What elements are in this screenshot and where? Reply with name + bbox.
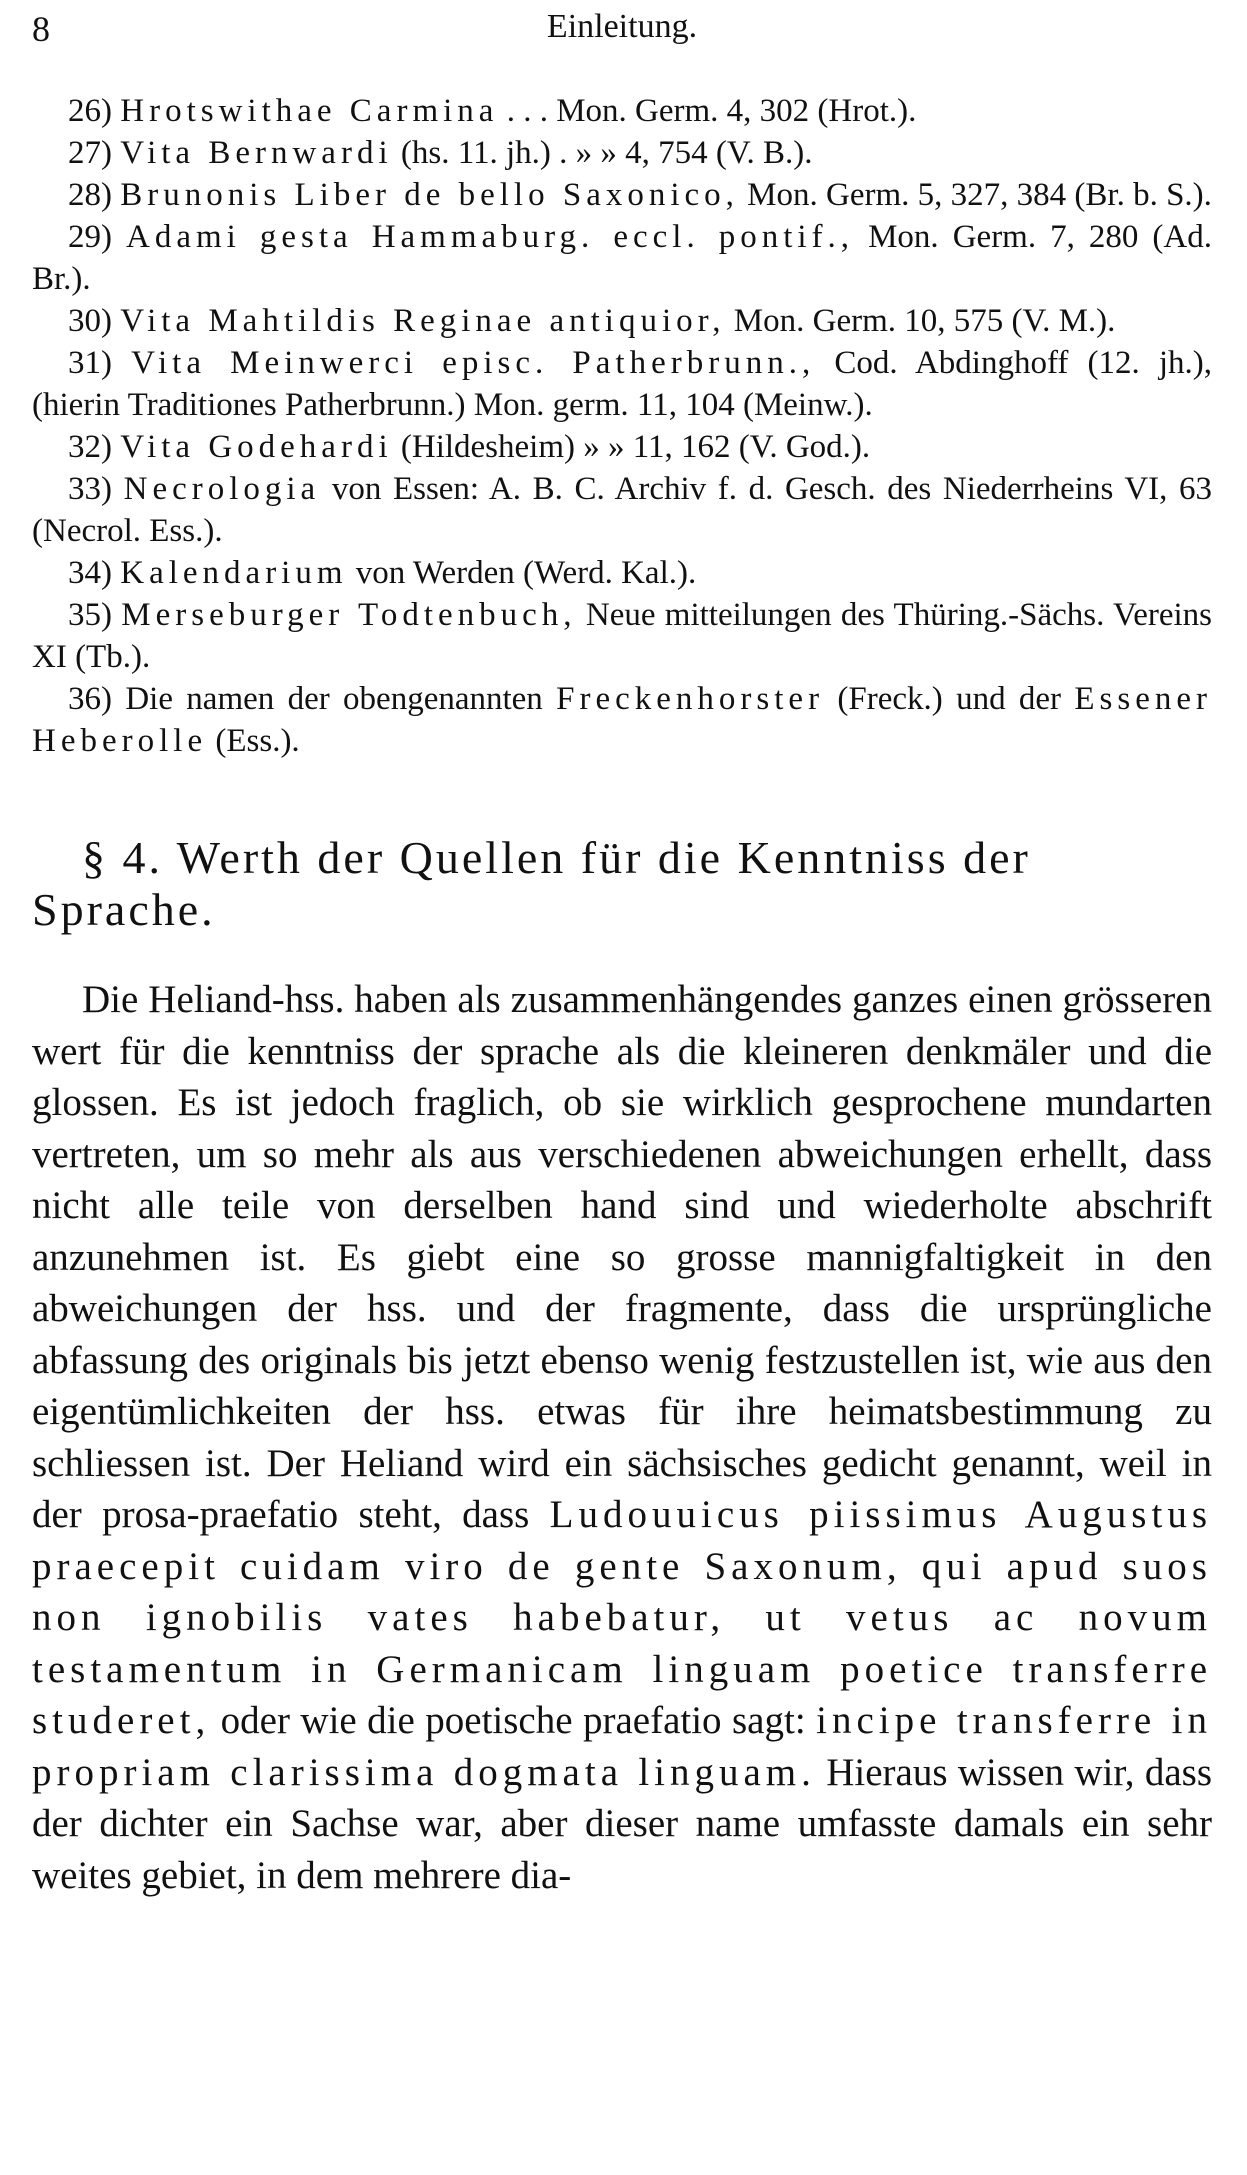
source-entry <box>32 552 1212 594</box>
entry-reference: (hs. 11. jh.) . » » 4, 754 (V. B.). <box>400 135 813 171</box>
body-text-segment: Hieraus wissen wir, dass der dichter ein Sachse war, aber dieser name umfasste damals ein sehr weites gebiet, in dem mehrere dia- <box>32 1750 1212 1897</box>
entry-reference: Mon. Germ. 5, 327, 384 (Br. b. S.). <box>747 177 1212 213</box>
entry-number: 27) <box>68 135 112 171</box>
entry-title: Vita Meinwerci episc. Patherbrunn., <box>131 345 816 381</box>
source-entry <box>32 174 1212 216</box>
entry-number: 34) <box>68 555 112 591</box>
entry-number: 28) <box>68 177 112 213</box>
source-entry <box>32 132 1212 174</box>
entry-title: Brunonis Liber de bello Saxonico, <box>120 177 739 213</box>
entry-title: Freckenhorster <box>556 681 825 717</box>
entry-title: Vita Mahtildis Reginae antiquior, <box>120 303 726 339</box>
entry-number: 35) <box>68 597 112 633</box>
entry-reference: . . . Mon. Germ. 4, 302 (Hrot.). <box>506 93 917 129</box>
entry-reference: Mon. Germ. 10, 575 (V. M.). <box>733 303 1116 339</box>
source-entry <box>32 468 1212 552</box>
document-page <box>32 0 1212 1940</box>
page-number: 8 <box>32 9 50 49</box>
entry-number: 26) <box>68 93 112 129</box>
source-entry <box>32 216 1212 300</box>
entry-reference: Neue mitteilungen des Thüring.-Sächs. Vereins XI (Tb.). <box>32 597 1213 675</box>
entry-number: 32) <box>68 429 112 465</box>
entry-reference: (Hildesheim) » » 11, 162 (V. God.). <box>400 429 871 465</box>
page-header <box>32 0 1212 60</box>
latin-quote: incipe transferre in propriam clarissima dogmata linguam. <box>32 1699 1213 1794</box>
entry-title: Hrotswithae Carmina <box>120 93 499 129</box>
source-entry <box>32 678 1212 762</box>
entry-number: 30) <box>68 303 112 339</box>
latin-quote: Ludouuicus piissimus Augustus praecepit cuidam viro de gente Saxonum, qui apud suos non ignobilis vates habebatur, ut vetus ac novum testamentum in Germanicam linguam poetice transferre studeret, <box>32 1493 1212 1743</box>
body-text-segment: Die Heliand-hss. haben als zusammenhängendes ganzes einen grösseren wert für die kenntniss der sprache als die kleineren denkmäler und die glossen. Es ist jedoch fraglich, ob sie wirklich gesprochene mundarten vertreten, um so mehr als aus verschiedenen abweichungen erhellt, dass nicht alle teile von derselben hand sind und wiederholte abschrift anzunehmen ist. Es giebt eine so grosse mannigfaltigkeit in den abweichungen der hss. und der fragmente, dass die ursprüngliche abfassung des originals bis jetzt ebenso wenig festzustellen ist, wie aus den eigentümlichkeiten der hss. etwas für ihre heimatsbestimmung zu schliessen ist. Der Heliand wird ein sächsisches gedicht genannt, weil in der prosa-praefatio steht, dass <box>32 978 1212 1537</box>
entry-number: 29) <box>68 219 112 255</box>
body-paragraph <box>32 974 1212 1901</box>
source-entry <box>32 300 1212 342</box>
source-entry <box>32 342 1212 426</box>
source-entry <box>32 90 1212 132</box>
entry-title: Adami gesta Hammaburg. eccl. pontif., <box>126 219 855 255</box>
entry-title: Essener Heberolle <box>32 681 1213 759</box>
source-list <box>32 90 1212 762</box>
entry-text: (Freck.) und der <box>837 681 1062 717</box>
entry-reference: Cod. Abdinghoff (12. jh.), (hierin Traditiones Patherbrunn.) Mon. germ. 11, 104 (Meinw.). <box>32 345 1213 423</box>
entry-title: Vita Bernwardi <box>120 135 393 171</box>
entry-title: Necrologia <box>123 471 321 507</box>
section-heading: § 4. Werth der Quellen für die Kenntniss der Sprache. <box>32 832 1031 935</box>
entry-reference: von Werden (Werd. Kal.). <box>355 555 697 591</box>
entry-reference: Mon. Germ. 7, 280 (Ad. Br.). <box>32 219 1212 297</box>
source-entry <box>32 594 1212 678</box>
source-entry <box>32 426 1212 468</box>
entry-title: Vita Godehardi <box>120 429 393 465</box>
entry-text: Die namen der obengenannten <box>125 681 543 717</box>
entry-number: 33) <box>68 471 112 507</box>
entry-title: Merseburger Todtenbuch, <box>121 597 577 633</box>
running-title: Einleitung. <box>546 8 698 45</box>
entry-number: 36) <box>68 681 112 717</box>
entry-title: Kalendarium <box>120 555 348 591</box>
body-text-segment: oder wie die poetische praefatio sagt: <box>220 1699 806 1743</box>
entry-number: 31) <box>68 345 112 381</box>
entry-reference: von Essen: A. B. C. Archiv f. d. Gesch. des Niederrheins VI, 63 (Necrol. Ess.). <box>32 471 1212 549</box>
entry-reference: (Ess.). <box>215 723 300 759</box>
